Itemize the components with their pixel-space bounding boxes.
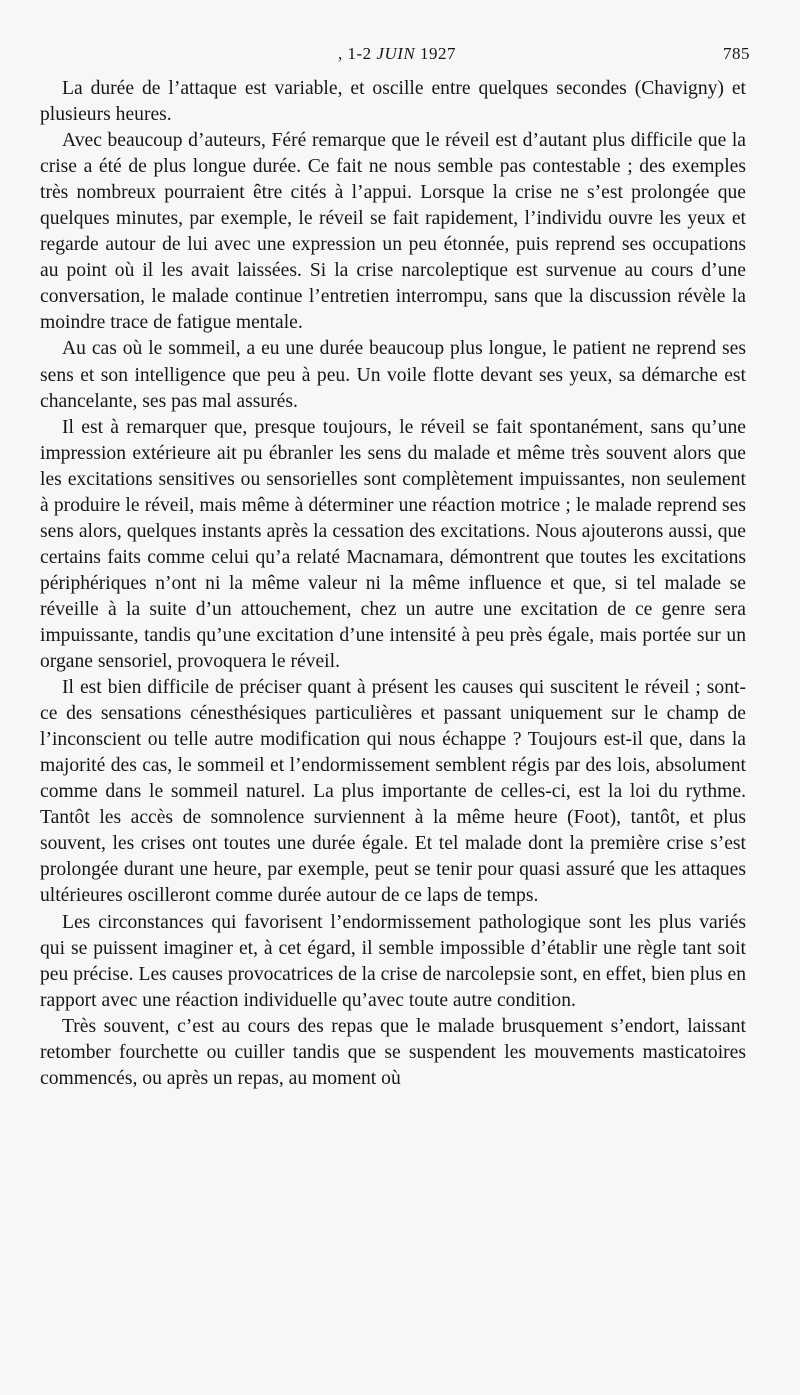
page-number: 785 bbox=[723, 44, 750, 63]
paragraph-meals: Très souvent, c’est au cours des repas que le malade brusquement s’endort, laissant retomber fourchette ou cuiller tandis que se suspendent les mouvements masticatoires commencés, ou après un repas, au moment où bbox=[40, 1015, 746, 1089]
paragraph-attack-duration: La durée de l’attaque est variable, et oscille entre quelques secondes (Chavigny) et plusieurs heures. bbox=[40, 78, 746, 126]
header-date bbox=[44, 44, 750, 64]
header-date-prefix: , 1-2 bbox=[338, 44, 377, 63]
running-header bbox=[44, 44, 750, 68]
header-year: 1927 bbox=[415, 44, 456, 63]
paragraph-spontaneous-waking: Il est à remarquer que, presque toujours, le réveil se fait spontanément, sans qu’une impression extérieure ait pu ébranler les sens du malade et même très souvent alors que les excitations sensitives ou sensorielles sont complètement impuissantes, non seulement à produire le réveil, mais même à déterminer une réaction motrice ; le malade reprend ses sens alors, quelques instants après la cessation des excitations. Nous ajouterons aussi, que certains faits comme celui qu’a relaté Macnamara, démontrent que toutes les excitations périphériques n’ont ni la même valeur ni la même influence et que, si tel malade se réveille à la suite d’un attouchement, chez un autre une excitation de ce genre sera impuissante, tandis qu’une excitation d’une intensité à peu près égale, mais portée sur un organe sensoriel, provoquera le réveil. bbox=[40, 416, 746, 673]
paragraph-long-sleep: Au cas où le sommeil, a eu une durée beaucoup plus longue, le patient ne reprend ses sens et son intelligence que peu à peu. Un voile flotte devant ses yeux, sa démarche est chancelante, ses pas mal assurés. bbox=[40, 338, 746, 412]
body-text bbox=[40, 76, 746, 1092]
paragraph-circumstances: Les circonstances qui favorisent l’endormissement pathologique sont les plus variés qui se puissent imaginer et, à cet égard, il semble impossible d’établir une règle tant soit peu précise. Les causes provocatrices de la crise de narcolepsie sont, en effet, bien plus en rapport avec une réaction individuelle qu’avec toute autre condition. bbox=[40, 911, 746, 1011]
header-month: JUIN bbox=[376, 44, 416, 63]
paragraph-waking-causes: Il est bien difficile de préciser quant à présent les causes qui suscitent le réveil ; sont-ce des sensations cénesthésiques particulières et passant uniquement sur le champ de l’inconscient ou telle autre modification qui nous échappe ? Toujours est-il que, dans la majorité des cas, le sommeil et l’endormissement semblent régis par des lois, absolument comme dans le sommeil naturel. La plus importante de celles-ci, est la loi du rythme. Tantôt les accès de somnolence surviennent à la même heure (Foot), tantôt, et plus souvent, les crises ont toutes une durée égale. Et tel malade dont la première crise s’est prolongée durant une heure, par exemple, peut se tenir pour quasi assuré que les attaques ultérieures oscilleront comme durée autour de ce laps de temps. bbox=[40, 677, 746, 907]
paragraph-waking-difficulty: Avec beaucoup d’auteurs, Féré remarque que le réveil est d’autant plus difficile que la crise a été de plus longue durée. Ce fait ne nous semble pas contestable ; des exemples très nombreux pourraient être cités à l’appui. Lorsque la crise ne s’est prolongée que quelques minutes, par exemple, le réveil se fait rapidement, l’individu ouvre les yeux et regarde autour de lui avec une expression un peu étonnée, puis reprend ses occupations au point où il les avait laissées. Si la crise narcoleptique est survenue au cours d’une conversation, le malade continue l’entretien interrompu, sans que la discussion révèle la moindre trace de fatigue mentale. bbox=[40, 130, 746, 334]
